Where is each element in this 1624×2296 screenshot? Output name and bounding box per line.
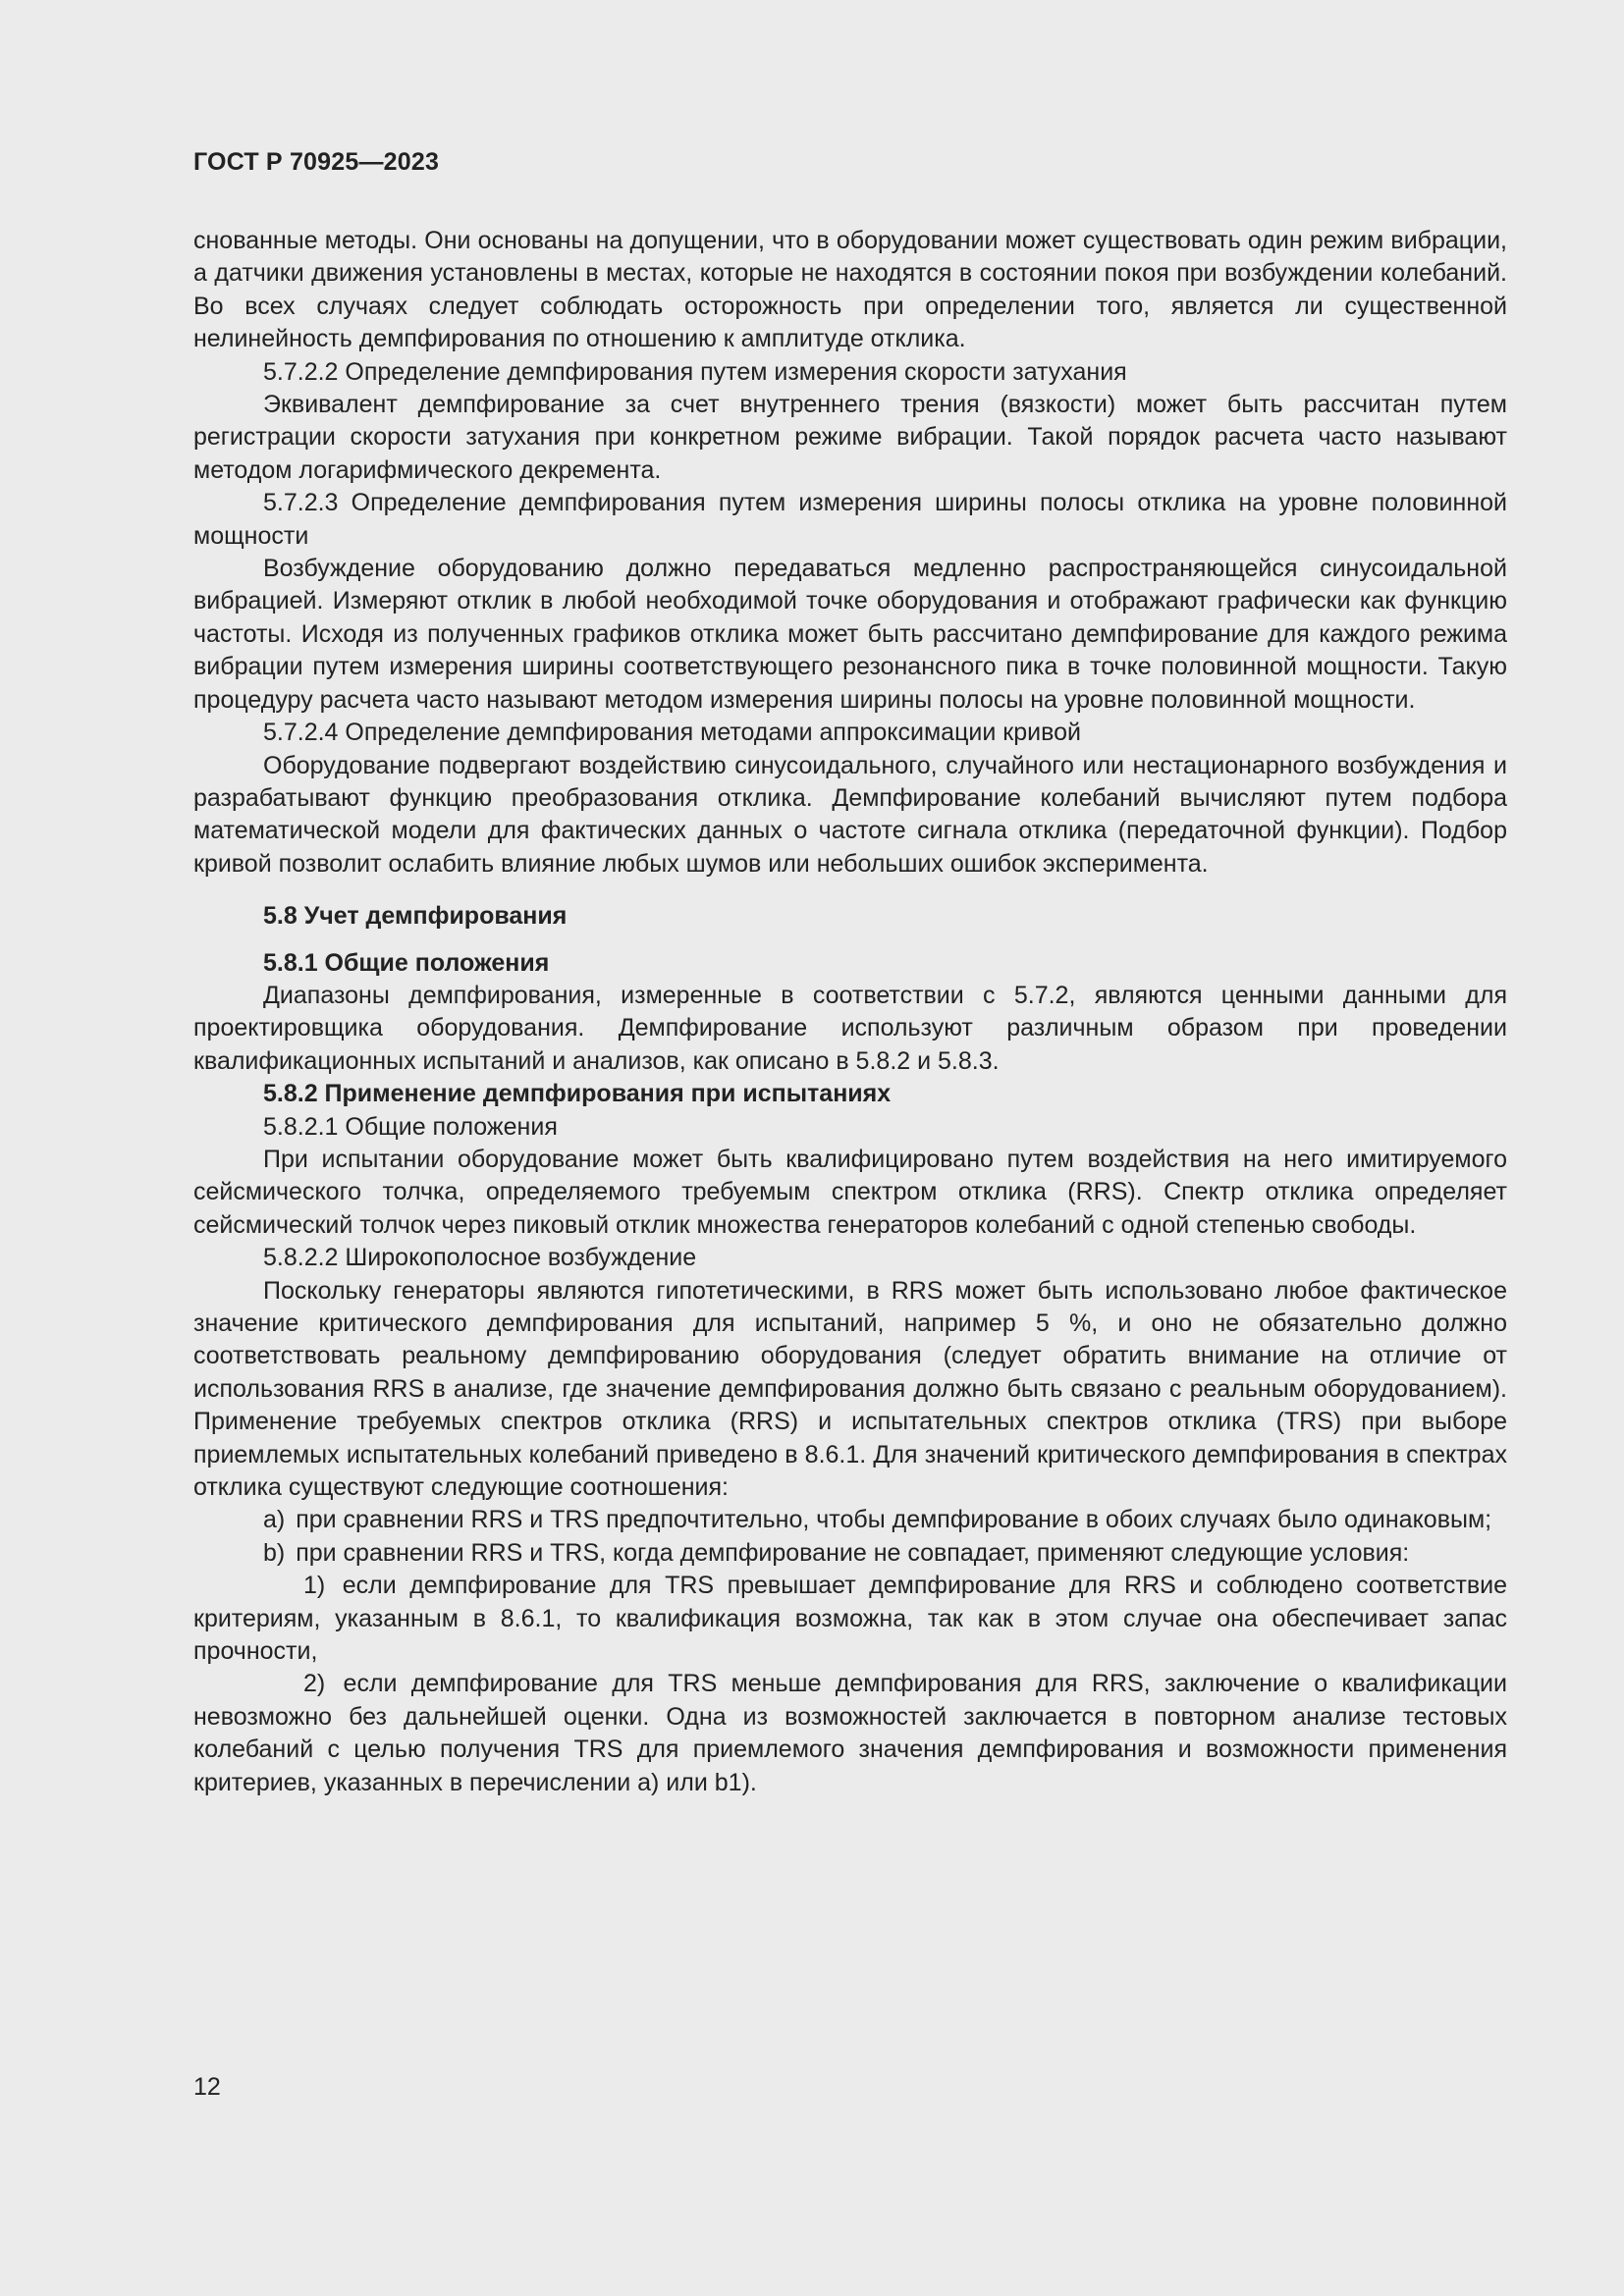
section-heading-5-7-2-4: 5.7.2.4 Определение демпфирования методами аппроксимации кривой bbox=[263, 719, 1081, 747]
section-heading-5-8-2: 5.8.2 Применение демпфирования при испытаниях bbox=[263, 1080, 892, 1108]
document-body bbox=[193, 225, 1507, 1799]
list-item-text: при сравнении RRS и TRS, когда демпфирование не совпадает, применяют следующие условия: bbox=[296, 1538, 1410, 1567]
paragraph: Эквивалент демпфирование за счет внутреннего трения (вязкости) может быть рассчитан путем регистрации скорости затухания при конкретном режиме вибрации. Такой порядок расчета часто называют методом логарифмического декремента. bbox=[193, 391, 1507, 484]
section-heading-5-8-1: 5.8.1 Общие положения bbox=[263, 948, 550, 977]
list-marker: a) bbox=[263, 1506, 286, 1534]
section-heading-5-7-2-2: 5.7.2.2 Определение демпфирования путем измерения скорости затухания bbox=[263, 357, 1127, 386]
paragraph: Возбуждение оборудованию должно передаваться медленно распространяющейся синусоидальной вибрацией. Измеряют отклик в любой необходимой точке оборудования и отображают графически как функцию частоты. Исходя из полученных графиков отклика может быть рассчитано демпфирование для каждого режима вибрации путем измерения ширины соответствующего резонансного пика в точке половинной мощности. Такую процедуру расчета часто называют методом измерения ширины полосы на уровне половинной мощности. bbox=[193, 555, 1507, 714]
list-item-text: если демпфирование для TRS меньше демпфирования для RRS, заключение о квалификации невозможно без дальнейшей оценки. Одна из возможностей заключается в повторном анализе тестовых колебаний с целью получения TRS для приемлемого значения демпфирования и возможности применения критериев, указанных в перечислении a) или b1). bbox=[193, 1670, 1507, 1796]
list-marker: b) bbox=[263, 1538, 286, 1567]
document-header: ГОСТ Р 70925—2023 bbox=[193, 148, 440, 176]
paragraph: При испытании оборудование может быть квалифицировано путем воздействия на него имитируемого сейсмического толчка, определяемого требуемым спектром отклика (RRS). Спектр отклика определяет сейсмический толчок через пиковый отклик множества генераторов колебаний с одной степенью свободы. bbox=[193, 1145, 1507, 1239]
list-item-text: при сравнении RRS и TRS предпочтительно, чтобы демпфирование в обоих случаях было одинаковым; bbox=[296, 1506, 1492, 1534]
section-heading-5-8-2-1: 5.8.2.1 Общие положения bbox=[263, 1112, 558, 1141]
list-item-b2 bbox=[193, 1668, 1507, 1799]
section-heading-5-8-2-2: 5.8.2.2 Широкополосное возбуждение bbox=[263, 1244, 697, 1272]
paragraph: снованные методы. Они основаны на допущении, что в оборудовании может существовать один режим вибрации, а датчики движения установлены в местах, которые не находятся в состоянии покоя при возбуждении колебаний. Во всех случаях следует соблюдать осторожность при определении того, является ли существенной нелинейность демпфирования по отношению к амплитуде отклика. bbox=[193, 227, 1507, 353]
section-heading-5-7-2-3: 5.7.2.3 Определение демпфирования путем измерения ширины полосы отклика на уровне половинной мощности bbox=[193, 489, 1507, 550]
list-item-a bbox=[193, 1504, 1507, 1536]
paragraph: Поскольку генераторы являются гипотетическими, в RRS может быть использовано любое фактическое значение критического демпфирования для испытаний, например 5 %, и оно не обязательно должно соответствовать реальному демпфированию оборудования (следует обратить внимание на отличие от использования RRS в анализе, где значение демпфирования должно быть связано с реальным оборудованием). Применение требуемых спектров отклика (RRS) и испытательных спектров отклика (TRS) при выборе приемлемых испытательных колебаний приведено в 8.6.1. Для значений критического демпфирования в спектрах отклика существуют следующие соотношения: bbox=[193, 1276, 1507, 1502]
list-item-b bbox=[193, 1537, 1507, 1570]
section-heading-5-8: 5.8 Учет демпфирования bbox=[263, 902, 568, 931]
list-item-b1 bbox=[193, 1570, 1507, 1668]
paragraph: Диапазоны демпфирования, измеренные в соответствии с 5.7.2, являются ценными данными для проектировщика оборудования. Демпфирование используют различным образом при проведении квалификационных испытаний и анализов, как описано в 5.8.2 и 5.8.3. bbox=[193, 981, 1507, 1075]
list-marker: 1) bbox=[303, 1572, 326, 1600]
list-marker: 2) bbox=[303, 1670, 326, 1698]
paragraph: Оборудование подвергают воздействию синусоидального, случайного или нестационарного возбуждения и разрабатывают функцию преобразования отклика. Демпфирование колебаний вычисляют путем подбора математической модели для фактических данных о частоте сигнала отклика (передаточной функции). Подбор кривой позволит ослабить влияние любых шумов или небольших ошибок эксперимента. bbox=[193, 751, 1507, 878]
list-item-text: если демпфирование для TRS превышает демпфирование для RRS и соблюдено соответствие критериям, указанным в 8.6.1, то квалификация возможна, так как в этом случае она обеспечивает запас прочности, bbox=[193, 1572, 1507, 1666]
page-number: 12 bbox=[193, 2073, 221, 2101]
